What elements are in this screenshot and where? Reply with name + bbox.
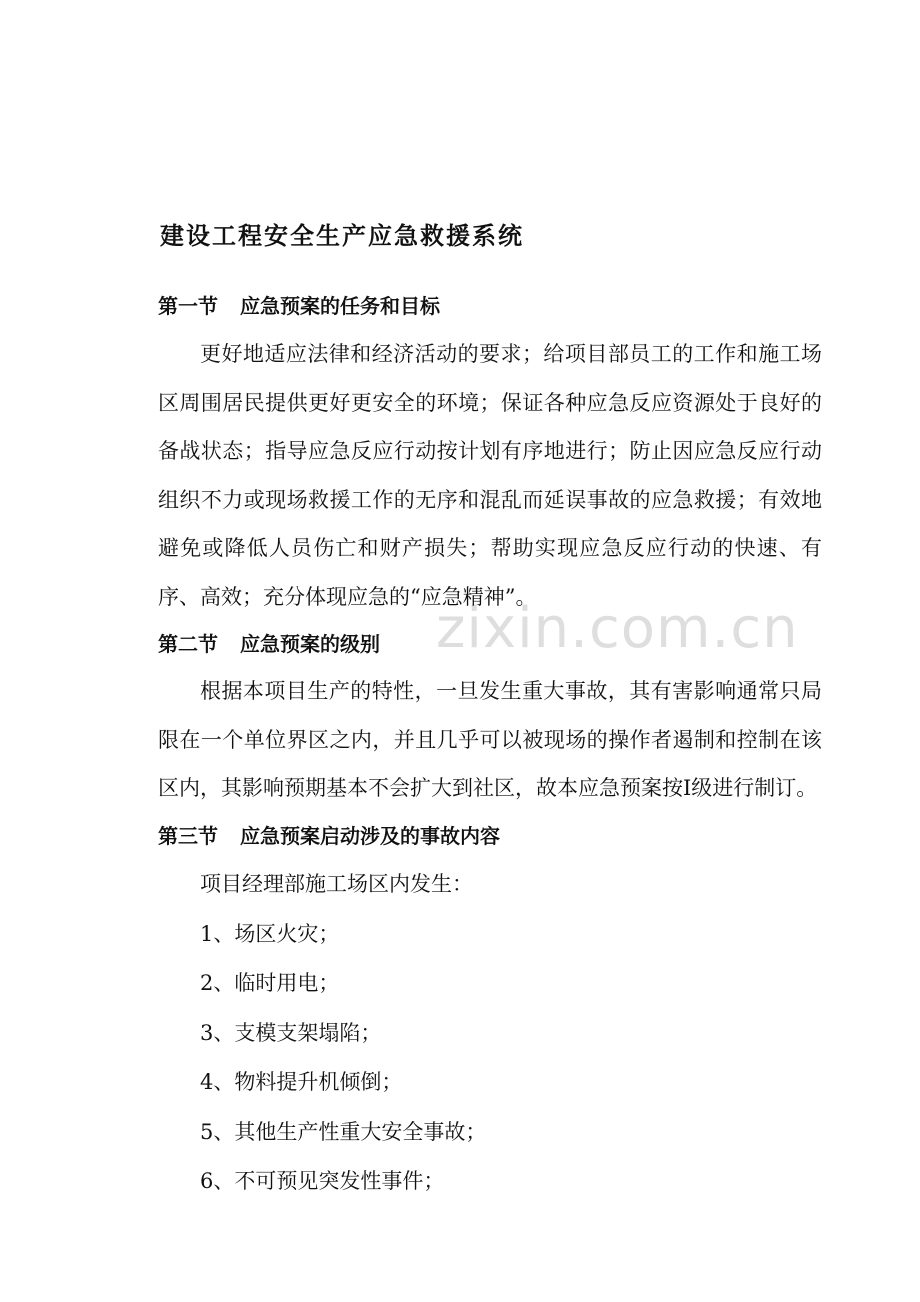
section-1-title: 应急预案的任务和目标 <box>240 294 440 318</box>
section-2-title: 应急预案的级别 <box>240 632 380 656</box>
section-2-number: 第二节 <box>158 632 218 656</box>
section-3-list <box>200 860 486 1207</box>
list-item: 项目经理部施工场区内发生： <box>200 872 473 896</box>
section-3-title: 应急预案启动涉及的事故内容 <box>240 824 500 848</box>
list-item: 6、不可预见突发性事件； <box>200 1169 445 1193</box>
section-3-number: 第三节 <box>158 824 218 848</box>
list-item: 4、物料提升机倾倒； <box>200 1070 403 1094</box>
section-1-number: 第一节 <box>158 294 218 318</box>
document-title: 建设工程安全生产应急救援系统 <box>160 221 524 250</box>
section-2-heading <box>158 628 380 657</box>
list-item: 1、场区火灾； <box>200 921 340 946</box>
list-item: 3、支模支架塌陷； <box>200 1020 382 1045</box>
list-item: 5、其他生产性重大安全事故； <box>200 1119 487 1144</box>
list-item: 2、临时用电； <box>200 971 340 995</box>
watermark: zixin.com.cn <box>436 596 799 661</box>
section-3-heading <box>158 820 500 849</box>
section-2-paragraph: 根据本项目生产的特性，一旦发生重大事故，其有害影响通常只局限在一个单位界区之内，并且几乎可以被现场的操作者遏制和控制在该区内，其影响预期基本不会扩大到社区，故本应急预案按Ⅰ级进行制订。 <box>158 679 822 801</box>
section-1-paragraph: 更好地适应法律和经济活动的要求；给项目部员工的工作和施工场区周围居民提供更好更安全的环境；保证各种应急反应资源处于良好的备战状态；指导应急反应行动按计划有序地进行；防止因应急反应行动组织不力或现场救援工作的无序和混乱而延误事故的应急救援；有效地避免或降低人员伤亡和财产损失；帮助实现应急反应行动的快速、有序、高效；充分体现应急的“应急精神”。 <box>158 342 822 609</box>
section-1-heading <box>158 290 440 319</box>
